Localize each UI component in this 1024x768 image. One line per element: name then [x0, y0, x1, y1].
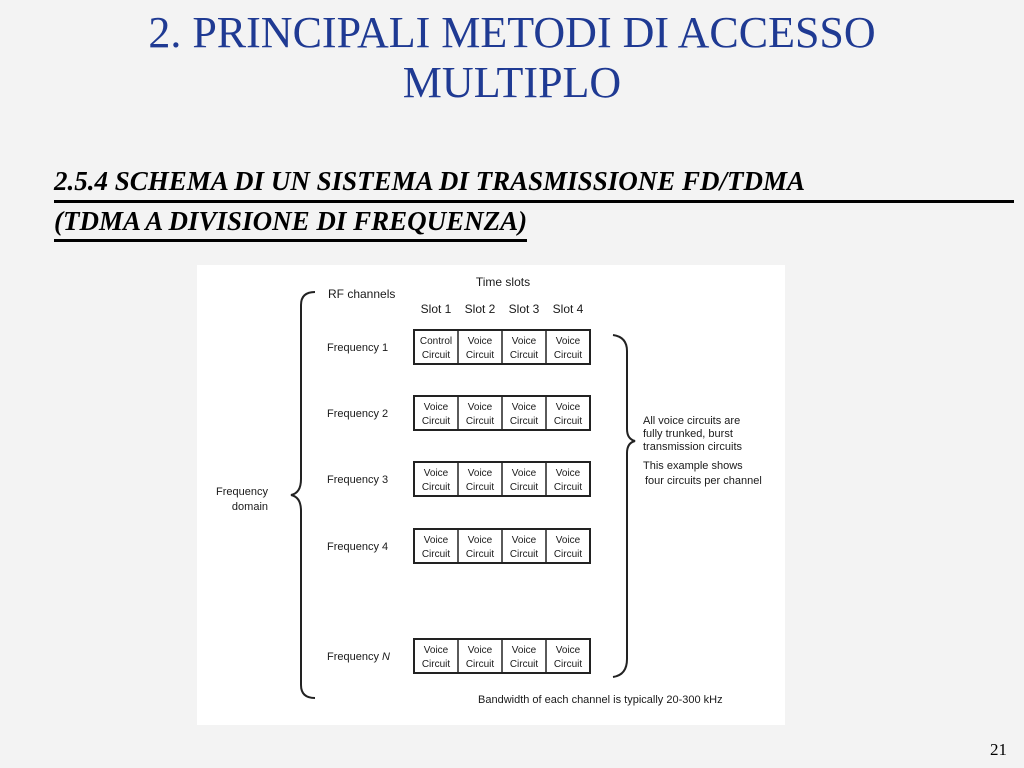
circuit-type-label: Voice	[467, 645, 493, 656]
bandwidth-note: Bandwidth of each channel is typically 20-300 kHz	[478, 694, 723, 706]
circuit-type-label: Voice	[423, 402, 449, 413]
time-slots-label: Time slots	[475, 275, 531, 289]
slot-header-1: Slot 1	[420, 302, 452, 316]
circuit-type-label: Voice	[423, 535, 449, 546]
circuit-word-label: Circuit	[465, 482, 495, 493]
circuit-type-label: Voice	[555, 645, 581, 656]
circuit-type-label: Voice	[467, 468, 493, 479]
frequency-label-4: Frequency 4	[327, 541, 389, 553]
frequency-domain-label-line-1: Frequency	[216, 486, 268, 498]
circuit-word-label: Circuit	[509, 350, 539, 361]
circuit-word-label: Circuit	[421, 350, 451, 361]
fdtdma-diagram	[197, 265, 785, 725]
rf-channels-label: RF channels	[328, 287, 396, 301]
circuit-word-label: Circuit	[509, 416, 539, 427]
slot-header-4: Slot 4	[552, 302, 584, 316]
frequency-domain-label-line-2: domain	[231, 501, 268, 513]
circuit-word-label: Circuit	[465, 350, 495, 361]
circuit-word-label: Circuit	[465, 659, 495, 670]
note-text	[643, 415, 762, 487]
circuit-type-label: Voice	[555, 336, 581, 347]
circuit-type-label: Voice	[511, 402, 537, 413]
frequency-label-2: Frequency 2	[327, 408, 389, 420]
circuit-type-label: Voice	[555, 535, 581, 546]
circuit-type-label: Voice	[467, 535, 493, 546]
circuit-word-label: Circuit	[553, 482, 583, 493]
circuit-word-label: Circuit	[421, 659, 451, 670]
section-subtitle-line-2: (TDMA A DIVISIONE DI FREQUENZA)	[54, 203, 527, 242]
frequency-label-3: Frequency 3	[327, 474, 389, 486]
circuit-type-label: Voice	[555, 468, 581, 479]
note-line-4: This example shows	[643, 460, 743, 472]
circuit-word-label: Circuit	[509, 482, 539, 493]
circuit-word-label: Circuit	[553, 350, 583, 361]
note-brace	[613, 335, 635, 677]
note-line-5: four circuits per channel	[645, 475, 762, 487]
circuit-word-label: Circuit	[465, 549, 495, 560]
page-number: 21	[990, 740, 1007, 759]
frequency-rows	[327, 330, 590, 673]
circuit-word-label: Circuit	[421, 549, 451, 560]
circuit-type-label: Voice	[511, 336, 537, 347]
circuit-word-label: Circuit	[553, 659, 583, 670]
circuit-type-label: Voice	[511, 645, 537, 656]
slot-headers	[421, 302, 584, 316]
slide-title-line-1: 2. PRINCIPALI METODI DI ACCESSO	[148, 8, 876, 57]
frequency-label-1: Frequency 1	[327, 342, 389, 354]
note-line-3: transmission circuits	[643, 441, 743, 453]
frequency-domain-brace	[291, 292, 315, 698]
circuit-type-label: Voice	[423, 645, 449, 656]
note-line-1: All voice circuits are	[643, 415, 741, 427]
slide-title-line-2: MULTIPLO	[402, 58, 622, 107]
frequency-label-5: Frequency N	[327, 651, 390, 663]
circuit-type-label: Voice	[423, 468, 449, 479]
circuit-word-label: Circuit	[465, 416, 495, 427]
fdtdma-diagram-svg	[197, 265, 785, 725]
circuit-type-label: Voice	[467, 336, 493, 347]
circuit-type-label: Voice	[555, 402, 581, 413]
circuit-type-label: Voice	[467, 402, 493, 413]
slot-header-2: Slot 2	[464, 302, 496, 316]
circuit-word-label: Circuit	[421, 482, 451, 493]
circuit-word-label: Circuit	[509, 659, 539, 670]
circuit-word-label: Circuit	[421, 416, 451, 427]
circuit-type-label: Voice	[511, 535, 537, 546]
section-subtitle	[54, 163, 1014, 242]
circuit-type-label: Voice	[511, 468, 537, 479]
section-subtitle-line-1: 2.5.4 SCHEMA DI UN SISTEMA DI TRASMISSIONE FD/TDMA	[54, 163, 1014, 203]
note-line-2: fully trunked, burst	[643, 428, 733, 440]
circuit-word-label: Circuit	[553, 549, 583, 560]
slot-header-3: Slot 3	[508, 302, 540, 316]
circuit-type-label: Control	[419, 336, 453, 347]
circuit-word-label: Circuit	[553, 416, 583, 427]
circuit-word-label: Circuit	[509, 549, 539, 560]
slide-title	[0, 8, 1024, 108]
